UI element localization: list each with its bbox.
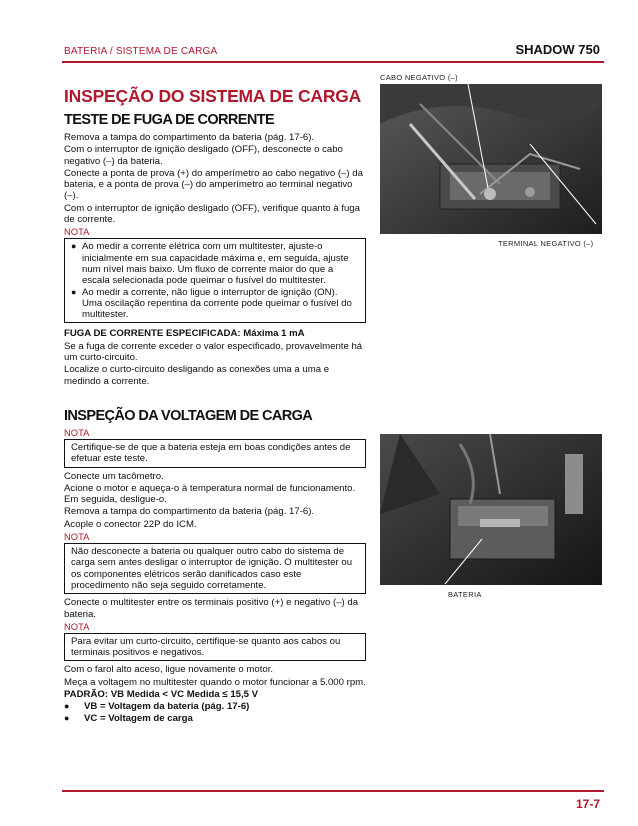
voltage-note-2-text: Não desconecte a bateria ou qualquer outro cabo do sistema de carga sem antes desligar o interruptor de ignição. O multitester ou os componentes elétricos serão danificados caso este procedimento não seja seguido corretamente.: [71, 546, 353, 591]
voltage-legend-1: [64, 701, 366, 712]
leak-note-box: [64, 238, 366, 323]
voltage-step-2: Acione o motor e aqueça-o à temperatura normal de funcionamento. Em seguida, desligue-o.: [64, 482, 356, 506]
bullet-icon: ●: [64, 701, 70, 712]
header-rule: [62, 61, 604, 63]
photo-battery-current-test-drawing: [380, 84, 602, 234]
caption-battery: BATERIA: [448, 590, 482, 599]
leak-note-bullet-2: [71, 287, 360, 321]
leak-note-bullet-2-text: Ao medir a corrente, não ligue o interruptor de ignição (ON). Uma oscilação repentina da corrente pode queimar o fusível do multitester.: [82, 286, 352, 321]
photo-battery-current-test: [380, 84, 602, 234]
voltage-legend-2: [64, 713, 366, 724]
bullet-icon: ●: [71, 241, 77, 252]
leak-step-2: Com o interruptor de ignição desligado (OFF), desconecte o cabo negativo (–) da bateria.: [64, 144, 343, 167]
voltage-step-6: Com o farol alto aceso, ligue novamente o motor.: [64, 664, 274, 676]
voltage-note-1-label: NOTA: [64, 427, 90, 438]
voltage-section: [64, 408, 366, 724]
voltage-note-1-text: Certifique-se de que a bateria esteja em boas condições antes de efetuar este teste.: [71, 442, 351, 465]
voltage-legend-2-text: VC = Voltagem de carga: [84, 712, 193, 724]
leak-spec: FUGA DE CORRENTE ESPECIFICADA: Máxima 1 mA: [64, 328, 305, 340]
header-section-title: BATERIA / SISTEMA DE CARGA: [64, 46, 218, 57]
voltage-note-2-label: NOTA: [64, 531, 90, 543]
header-model: SHADOW 750: [515, 42, 600, 57]
voltage-step-7: Meça a voltagem no multitester quando o motor funcionar a 5.000 rpm.: [64, 676, 366, 688]
voltage-step-4: Acople o conector 22P do ICM.: [64, 518, 197, 530]
voltage-step-5: Conecte o multitester entre os terminais positivo (+) e negativo (–) da bateria.: [64, 597, 359, 620]
leak-step-6: Localize o curto-circuito desligando as conexões uma a uma e medindo a corrente.: [64, 364, 330, 387]
voltage-step-3: Remova a tampa do compartimento da bateria (pág. 17-6).: [64, 506, 315, 518]
voltage-note-3-label: NOTA: [64, 620, 90, 632]
photo-battery-compartment: [380, 434, 602, 585]
voltage-heading: INSPEÇÃO DA VOLTAGEM DE CARGA: [64, 408, 313, 424]
leak-note-bullet-1: [71, 241, 360, 286]
bullet-icon: ●: [64, 712, 70, 723]
leak-step-3: Conecte a ponta de prova (+) do amperímetro ao cabo negativo (–) da bateria, e a ponta de prova (–) do amperímetro ao terminal negativo (–).: [64, 167, 363, 202]
leak-test-heading: TESTE DE FUGA DE CORRENTE: [64, 112, 275, 128]
voltage-legend-1-text: VB = Voltagem da bateria (pág. 17-6): [84, 701, 250, 713]
voltage-note-3-box: [64, 633, 366, 662]
leak-step-1: Remova a tampa do compartimento da bateria (pág. 17-6).: [64, 132, 315, 143]
voltage-note-3-text: Para evitar um curto-circuito, certifique-se quanto aos cabos ou terminais positivos e negativos.: [71, 635, 341, 659]
leak-note-label: NOTA: [64, 226, 90, 238]
leak-test-section: [64, 112, 366, 388]
leak-note-bullet-1-text: Ao medir a corrente elétrica com um multitester, ajuste-o inicialmente em sua capacidade máxima e, em seguida, ajuste num nível mais baixo. Um fluxo de corrente maior do que a escala selecionada pode queimar o fusível do multitester.: [82, 241, 349, 287]
photo-battery-compartment-drawing: [380, 434, 602, 585]
voltage-standard: PADRÃO: VB Medida < VC Medida ≤ 15,5 V: [64, 689, 259, 701]
bullet-icon: ●: [71, 286, 77, 297]
footer-rule: [62, 790, 604, 792]
page-title: INSPEÇÃO DO SISTEMA DE CARGA: [64, 86, 362, 106]
caption-negative-terminal: TERMINAL NEGATIVO (–): [498, 239, 594, 248]
voltage-note-2-box: [64, 543, 366, 594]
voltage-note-1-box: [64, 439, 366, 468]
voltage-step-1: Conecte um tacômetro.: [64, 470, 164, 482]
page-number: 17-7: [575, 797, 600, 811]
caption-negative-cable: CABO NEGATIVO (–): [380, 73, 458, 82]
leak-step-5: Se a fuga de corrente exceder o valor especificado, provavelmente há um curto-circuito.: [64, 340, 363, 364]
leak-step-4: Com o interruptor de ignição desligado (OFF), verifique quanto à fuga de corrente.: [64, 202, 360, 226]
